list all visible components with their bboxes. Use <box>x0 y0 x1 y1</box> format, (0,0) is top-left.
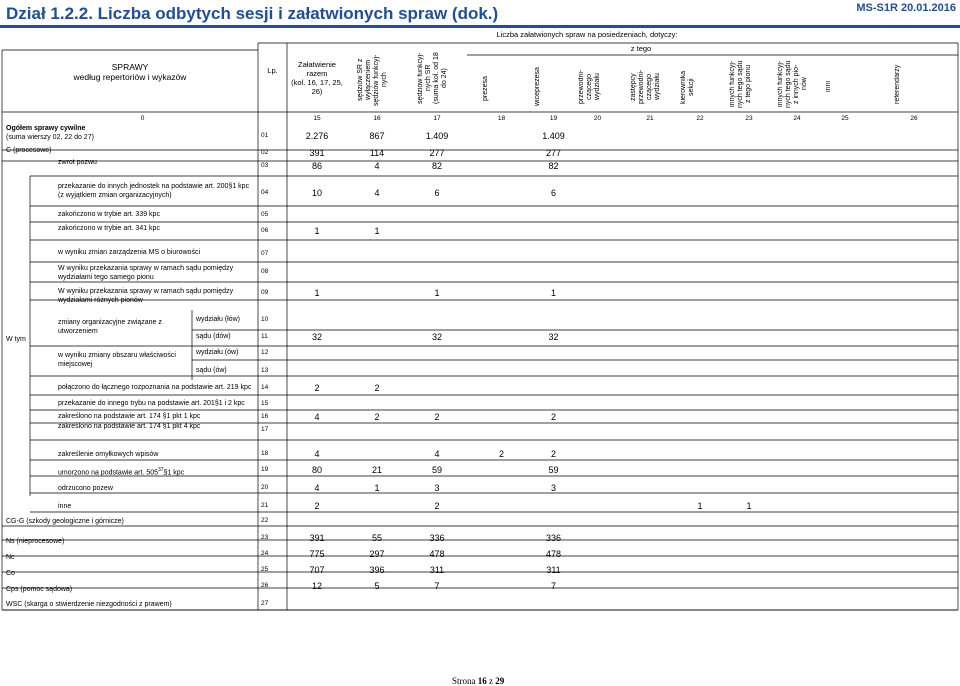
header-innych-pion: innych funkcyj- nych tego sądu z innych pio- nów <box>777 60 808 108</box>
row-label <box>6 124 252 142</box>
column-number-26: 26 <box>910 115 918 122</box>
page-title: Dział 1.2.2. Liczba odbytych sesji i załatwionych spraw (dok.) <box>6 4 499 23</box>
row-label <box>58 287 252 305</box>
row-label <box>58 412 252 421</box>
cell-16: 21 <box>371 465 382 475</box>
cell-15: 1 <box>314 287 320 298</box>
row-label <box>58 422 252 431</box>
column-number-20: 20 <box>593 115 602 122</box>
row-label-text: Ogółem sprawy cywilne <box>6 125 86 132</box>
row-label-text: zakreślono na podstawie art. 174 §1 pkt 1 kpc <box>58 413 201 420</box>
header-sedziow-funkc: sędziów funkcyj- nych SR (suma kol. od 18 do 24) <box>417 52 448 104</box>
header-sprawy: SPRAWY według repertoriów i wykazów <box>73 62 187 82</box>
row-sub-label: sądu (ów) <box>196 366 227 374</box>
row-label-text: WSC (skarga o stwierdzenie niezgodności z prawem) <box>6 601 172 608</box>
cell-16: 1 <box>374 482 380 493</box>
header-referendarzy: referendarzy <box>894 64 901 104</box>
cell-19: 311 <box>546 564 561 575</box>
cell-15: 775 <box>309 548 325 559</box>
cell-15: 4 <box>314 482 320 493</box>
cell-17: 32 <box>431 332 442 342</box>
row-sublabel: (suma wierszy 02, 22 do 27) <box>6 134 94 141</box>
row-label <box>58 158 252 167</box>
row-label <box>6 553 252 562</box>
row-label <box>58 484 252 493</box>
row-label <box>58 399 252 408</box>
cell-23: 1 <box>746 501 752 511</box>
page-total: 29 <box>495 676 505 686</box>
header-innych-funkc: innych funkcyj- nych tego sądu z tego pionu <box>729 60 752 108</box>
cell-16: 1 <box>374 226 380 236</box>
cell-15: 86 <box>311 161 322 171</box>
row-lp: 20 <box>261 483 269 491</box>
cell-17: 82 <box>431 161 442 171</box>
cell-15: 2 <box>314 501 320 511</box>
form-code: MS-S1R 20.01.2016 <box>856 2 956 14</box>
cell-15: 80 <box>311 465 322 475</box>
row-lp: 21 <box>261 502 269 509</box>
row-lp: 11 <box>261 333 268 340</box>
row-lp: 01 <box>261 132 269 139</box>
row-label-text: W wyniku przekazania sprawy w ramach sądu pomiędzy wydziałami tego samego pionu <box>58 265 234 281</box>
row-label-text: zakreślenie omyłkowych wpisów <box>58 451 159 458</box>
cell-17: 7 <box>434 580 440 591</box>
cell-19: 277 <box>545 147 562 158</box>
cell-17: 2 <box>434 411 440 422</box>
row-sub-label: wydziału (łów) <box>196 316 240 323</box>
column-number-17: 17 <box>433 115 441 122</box>
row-label-text: zakreślono na podstawie art. 174 §1 pkt 4 kpc <box>58 423 201 430</box>
row-lp: 26 <box>261 581 269 589</box>
row-lp: 15 <box>261 399 269 407</box>
row-label <box>58 450 252 459</box>
cell-15: 391 <box>309 147 325 158</box>
header-kierownika: kierownika sekcji <box>680 70 695 104</box>
row-lp: 16 <box>261 412 269 420</box>
column-number-18: 18 <box>497 115 506 122</box>
row-label <box>6 146 252 155</box>
cell-17: 3 <box>434 482 440 493</box>
column-number-25: 25 <box>841 115 849 122</box>
row-label <box>6 600 252 609</box>
cell-17: 6 <box>434 188 440 198</box>
cell-15: 391 <box>309 532 325 543</box>
w-tym-label: W tym <box>6 336 26 343</box>
cell-19: 336 <box>545 532 562 543</box>
row-sub-label: wydziału (ów) <box>196 349 239 356</box>
cell-16: 2 <box>374 411 380 422</box>
cell-18: 2 <box>498 449 504 459</box>
cell-16: 867 <box>369 131 385 141</box>
page-label: Strona <box>452 676 476 686</box>
row-label-text: zmiany organizacyjne związane z utworzeniem <box>58 319 162 335</box>
row-label-text: Co <box>6 570 15 577</box>
row-lp: 04 <box>261 189 269 196</box>
cell-15: 32 <box>311 332 322 342</box>
row-lp: 06 <box>261 227 269 234</box>
header-zastepcy: zastępcy przewodni- czącego wydziału <box>630 69 661 105</box>
row-label-text: Nc <box>6 554 15 561</box>
cell-19: 1.409 <box>542 131 565 141</box>
cell-17: 478 <box>429 548 445 559</box>
row-lp: 07 <box>261 250 269 257</box>
row-label <box>6 569 252 578</box>
cell-16: 396 <box>369 564 385 575</box>
column-number-22: 22 <box>696 115 704 122</box>
cell-17: 336 <box>429 532 445 543</box>
cell-17: 4 <box>434 449 440 459</box>
cell-19: 1 <box>550 287 556 298</box>
cell-15: 12 <box>311 580 322 591</box>
cell-17: 1.409 <box>425 131 449 141</box>
row-lp: 08 <box>261 268 269 275</box>
row-label <box>58 224 252 233</box>
header-przewodn: przewodni- czącego wydziału <box>577 69 601 105</box>
column-number-16: 16 <box>373 115 381 122</box>
cell-15: 10 <box>311 188 322 198</box>
header-z-tego: z tego <box>630 44 652 53</box>
header-group: Liczba załatwionych spraw na posiedzeniach, dotyczy: <box>496 30 678 39</box>
row-lp: 10 <box>261 316 269 323</box>
column-number-21: 21 <box>646 115 654 122</box>
row-sub-label: sądu (dów) <box>196 333 231 340</box>
cell-17: 59 <box>431 465 442 475</box>
row-lp: 12 <box>261 349 269 356</box>
cell-15: 2 <box>314 383 320 393</box>
cell-19: 82 <box>548 161 559 171</box>
row-label <box>6 585 252 594</box>
header-lp: Lp. <box>267 66 278 75</box>
row-label-text: zakończono w trybie art. 339 kpc <box>58 211 160 218</box>
column-number-19: 19 <box>549 115 558 122</box>
cell-19: 7 <box>550 580 556 591</box>
row-label-text: W wyniku przekazania sprawy w ramach sądu pomiędzy wydziałami różnych pionów <box>58 288 234 304</box>
row-label <box>58 210 252 219</box>
row-label <box>58 383 252 392</box>
row-lp: 02 <box>261 148 269 156</box>
cell-17: 277 <box>429 147 445 158</box>
row-lp: 17 <box>261 426 269 433</box>
row-lp: 18 <box>261 450 269 457</box>
row-label <box>58 466 252 477</box>
row-label <box>58 182 252 200</box>
cell-19: 2 <box>550 411 556 422</box>
row-label-text: przekazanie do innego trybu na podstawie art. 201§1 i 2 kpc <box>58 400 245 407</box>
header-prezesa: prezesa <box>481 76 489 102</box>
row-label-text: w wyniku zmian zarządzenia MS o biurowości <box>58 249 200 256</box>
cell-17: 2 <box>434 501 440 511</box>
cell-19: 6 <box>550 188 556 198</box>
cell-15: 4 <box>314 449 320 459</box>
cell-19: 3 <box>550 482 556 493</box>
row-lp: 03 <box>261 162 269 169</box>
header-sedziow-sr: sędziów SR z wyłączeniem sędziów funkcyj- nych <box>357 54 388 106</box>
cell-19: 478 <box>545 548 562 559</box>
row-label-text: umorzono na podstawie art. 505 <box>58 469 159 477</box>
row-label <box>58 351 188 369</box>
cell-16: 2 <box>374 383 380 393</box>
row-label-text: Cps (pomoc sądowa) <box>6 586 73 593</box>
row-label-text: odrzucono pozew <box>58 485 113 492</box>
row-lp: 23 <box>261 533 269 541</box>
cell-16: 5 <box>374 580 380 591</box>
row-lp: 24 <box>261 549 269 557</box>
row-lp: 22 <box>261 516 269 524</box>
row-lp: 27 <box>261 600 269 607</box>
row-label-text: w wyniku zmiany obszaru właściwości miejscowej <box>58 352 176 368</box>
row-lp: 09 <box>261 288 269 296</box>
row-label-text: połączono do łącznego rozpoznania na podstawie art. 219 kpc <box>58 384 252 391</box>
column-number-23: 23 <box>745 115 753 122</box>
cell-16: 114 <box>369 147 385 158</box>
row-label <box>58 264 252 282</box>
column-number-15: 15 <box>313 115 321 122</box>
row-lp: 25 <box>261 565 269 573</box>
row-label <box>58 318 188 336</box>
cell-16: 55 <box>371 532 382 543</box>
row-label-suffix: §1 kpc <box>163 469 185 477</box>
row-label-text: zwrot pozwu <box>58 159 97 166</box>
row-lp: 05 <box>261 211 269 218</box>
row-label-text: CG-G (szkody geologiczne i górnicze) <box>6 518 124 525</box>
header-inni: inni <box>825 81 832 93</box>
cell-15: 2.276 <box>305 131 329 141</box>
row-label-text: przekazanie do innych jednostek na podstawie art. 200§1 kpc (z wyjątkiem zmian organizacyjnych) <box>58 183 250 199</box>
cell-15: 1 <box>314 226 320 236</box>
cell-15: 707 <box>309 564 325 575</box>
cell-16: 4 <box>374 188 380 198</box>
cell-19: 2 <box>550 449 556 459</box>
row-label-text: zakończono w trybie art. 341 kpc <box>58 225 160 232</box>
row-label <box>6 537 252 546</box>
column-number-0: 0 <box>140 115 145 122</box>
cell-15: 4 <box>314 411 320 422</box>
cell-17: 311 <box>429 564 445 575</box>
row-label-text: Ns (nieprocesowe) <box>6 538 65 545</box>
cell-19: 59 <box>548 465 559 475</box>
page-number: 16 <box>477 676 487 686</box>
row-lp: 19 <box>261 466 269 473</box>
header-zalatwienie: Załatwienie razem (kol. 16, 17, 25, 26) <box>291 60 343 96</box>
header-wiceprezesa: wiceprezesa <box>533 67 541 107</box>
column-number-24: 24 <box>793 115 801 122</box>
row-label-sup: 37 <box>158 467 164 473</box>
row-label-text: C (procesowe) <box>6 147 52 154</box>
row-lp: 14 <box>261 384 269 391</box>
cell-16: 4 <box>374 161 380 171</box>
row-label <box>58 248 252 257</box>
cell-16: 297 <box>369 548 385 559</box>
row-label <box>6 517 252 526</box>
row-lp: 13 <box>261 366 269 374</box>
cell-19: 32 <box>548 332 559 342</box>
row-label-text: inne <box>58 503 72 510</box>
cell-22: 1 <box>697 501 703 511</box>
cell-17: 1 <box>434 287 440 298</box>
page-of: z <box>489 676 493 686</box>
row-label <box>58 502 252 511</box>
